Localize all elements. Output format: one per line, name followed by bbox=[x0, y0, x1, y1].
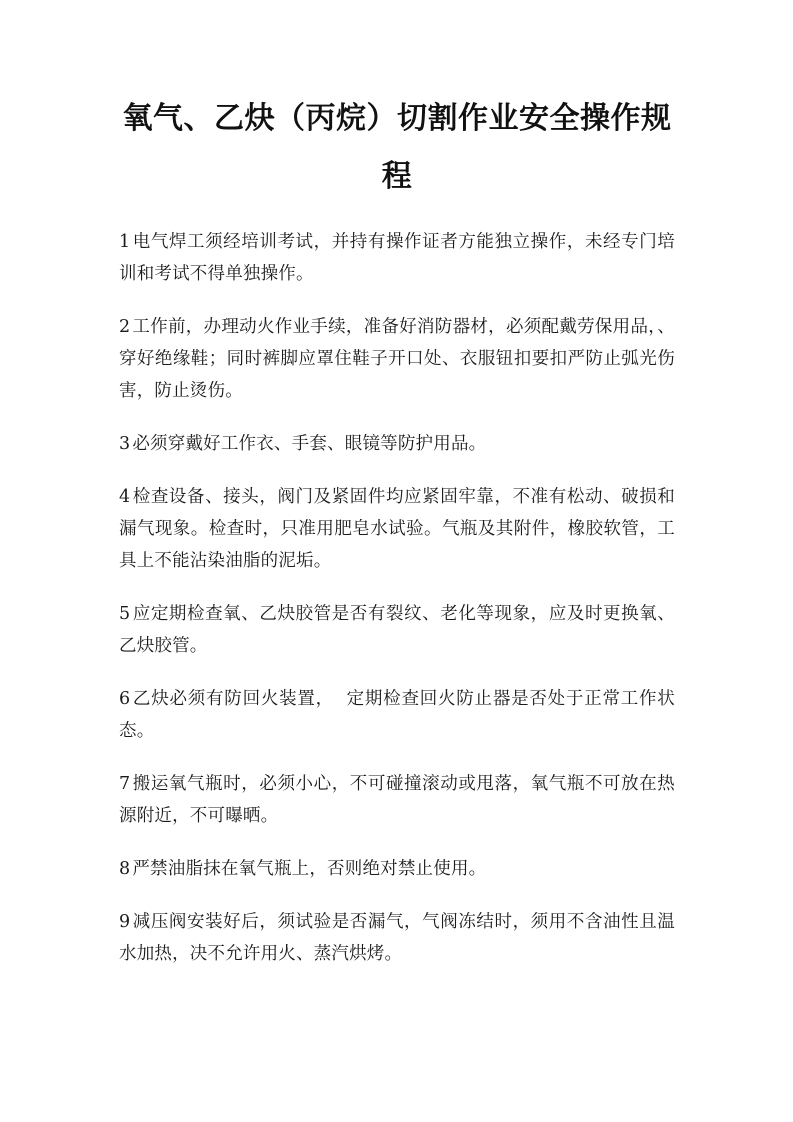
item-text: 电气焊工须经培训考试，并持有操作证者方能独立操作，未经专门培训和考试不得单独操作。 bbox=[119, 232, 675, 284]
item-number: 8 bbox=[119, 859, 131, 879]
item-text: 检查设备、接头，阀门及紧固件均应紧固牢靠，不准有松动、破损和漏气现象。检查时，只准用肥皂水试验。气瓶及其附件，橡胶软管，工具上不能沾染油脂的泥垢。 bbox=[119, 487, 675, 571]
item-text: 减压阀安装好后，须试验是否漏气，气阀冻结时，须用不含油性且温水加热，决不允许用火、蒸汽烘烤。 bbox=[119, 912, 675, 964]
item-number: 6 bbox=[119, 689, 131, 709]
procedure-item bbox=[119, 428, 675, 460]
procedure-item bbox=[119, 683, 675, 747]
item-number: 7 bbox=[119, 774, 131, 794]
item-number: 5 bbox=[119, 604, 131, 624]
item-number: 1 bbox=[119, 232, 131, 252]
item-number: 9 bbox=[119, 912, 131, 932]
procedure-list bbox=[119, 226, 675, 970]
document-title: 氧气、乙炔（丙烷）切割作业安全操作规程 bbox=[122, 101, 672, 194]
procedure-item bbox=[119, 768, 675, 832]
procedure-item bbox=[119, 311, 675, 407]
procedure-item bbox=[119, 906, 675, 970]
item-text: 应定期检查氧、乙炔胶管是否有裂纹、老化等现象，应及时更换氧、乙炔胶管。 bbox=[119, 604, 675, 656]
item-number: 3 bbox=[119, 434, 131, 454]
item-text: 必须穿戴好工作衣、手套、眼镜等防护用品。 bbox=[132, 434, 487, 454]
procedure-item bbox=[119, 226, 675, 290]
item-text: 乙炔必须有防回火装置， 定期检查回火防止器是否处于正常工作状态。 bbox=[119, 689, 675, 741]
item-number: 4 bbox=[119, 487, 131, 507]
procedure-item bbox=[119, 853, 675, 885]
procedure-item bbox=[119, 598, 675, 662]
item-text: 搬运氧气瓶时，必须小心，不可碰撞滚动或甩落，氧气瓶不可放在热源附近，不可曝晒。 bbox=[119, 774, 675, 826]
item-text: 严禁油脂抹在氧气瓶上，否则绝对禁止使用。 bbox=[132, 859, 487, 879]
item-text: 工作前，办理动火作业手续，准备好消防器材，必须配戴劳保用品，、穿好绝缘鞋；同时裤脚应罩住鞋子开口处、衣服钮扣要扣严防止弧光伤害，防止烫伤。 bbox=[119, 317, 675, 401]
item-number: 2 bbox=[119, 317, 131, 337]
procedure-item bbox=[119, 481, 675, 577]
